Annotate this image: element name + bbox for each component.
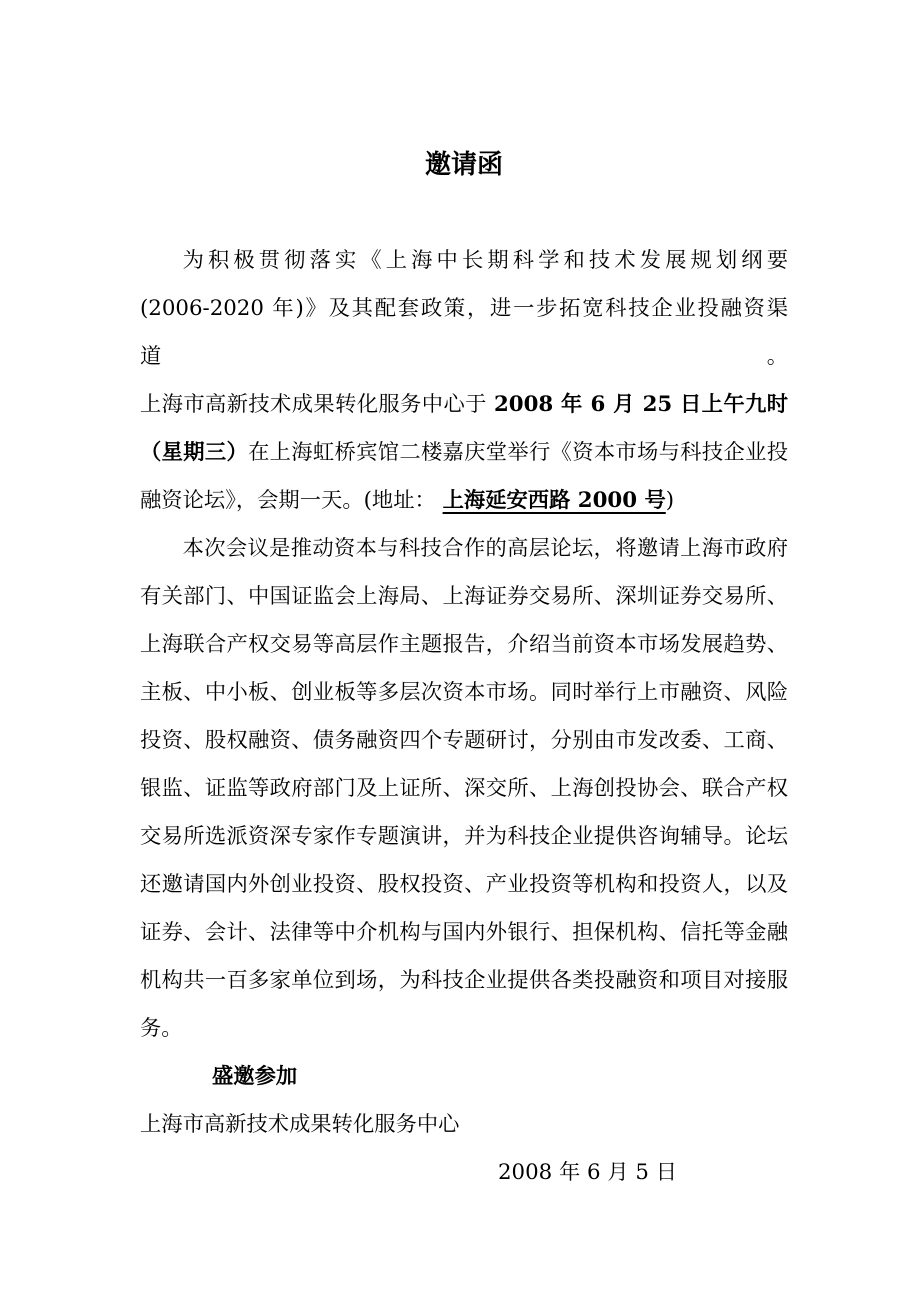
text-line: [140, 717, 788, 765]
text-line: [140, 909, 788, 957]
text-line: [140, 381, 788, 429]
closing-date: 2008 年 6 月 5 日: [498, 1160, 678, 1185]
text-line: [140, 573, 788, 621]
event-weekday: （星期三）: [140, 440, 249, 465]
text-line: [140, 477, 788, 525]
body-text: 上海市高新技术成果转化服务中心于: [140, 392, 494, 417]
text-line: [140, 237, 788, 285]
body-text: 机构共一百多家单位到场，为科技企业提供各类投融资和项目对接服: [140, 968, 788, 993]
body-text: 为积极贯彻落实《上海中长期科学和技术发展规划纲要: [182, 248, 788, 273]
text-line: [140, 285, 788, 381]
intro-paragraph: [140, 237, 788, 525]
body-text: 上海联合产权交易等高层作主题报告，介绍当前资本市场发展趋势、: [140, 632, 788, 657]
details-paragraph: [140, 525, 788, 1053]
text-line: [140, 1005, 788, 1053]
body-text: 银监、证监等政府部门及上证所、深交所、上海创投协会、联合产权: [140, 776, 788, 801]
text-line: [140, 621, 788, 669]
body-text: (2006-2020 年)》及其配套政策，进一步拓宽科技企业投融资渠道。: [140, 296, 788, 369]
body-text: 交易所选派资深专家作专题演讲，并为科技企业提供咨询辅导。论坛: [140, 824, 788, 849]
text-line: [140, 669, 788, 717]
text-line: [140, 765, 788, 813]
text-line: [140, 429, 788, 477]
closing-organization: 上海市高新技术成果转化服务中心: [140, 1112, 460, 1137]
body-text: 投资、股权融资、债务融资四个专题研讨，分别由市发改委、工商、: [140, 728, 788, 753]
body-text: 在上海虹桥宾馆二楼嘉庆堂举行《资本市场与科技企业投: [248, 440, 788, 465]
text-line: [140, 813, 788, 861]
document-title: 邀请函: [424, 150, 503, 180]
text-line: [140, 861, 788, 909]
body-text: ): [665, 488, 675, 513]
event-datetime: 2008 年 6 月 25 日上午九时: [493, 392, 788, 417]
text-line: [140, 525, 788, 573]
body-text: 融资论坛》，会期一天。(地址：: [140, 488, 443, 513]
body-text: 还邀请国内外创业投资、股权投资、产业投资等机构和投资人，以及: [140, 872, 788, 897]
body-text: 主板、中小板、创业板等多层次资本市场。同时举行上市融资、风险: [140, 680, 788, 705]
body-text: 有关部门、中国证监会上海局、上海证券交易所、深圳证券交易所、: [140, 584, 788, 609]
text-line: [140, 957, 788, 1005]
venue-address: 上海延安西路 2000 号: [442, 488, 666, 513]
body-text: 本次会议是推动资本与科技合作的高层论坛，将邀请上海市政府: [182, 536, 788, 561]
closing-invitation: 盛邀参加: [212, 1064, 298, 1089]
body-text: 证券、会计、法律等中介机构与国内外银行、担保机构、信托等金融: [140, 920, 788, 945]
body-text: 务。: [140, 1016, 183, 1041]
